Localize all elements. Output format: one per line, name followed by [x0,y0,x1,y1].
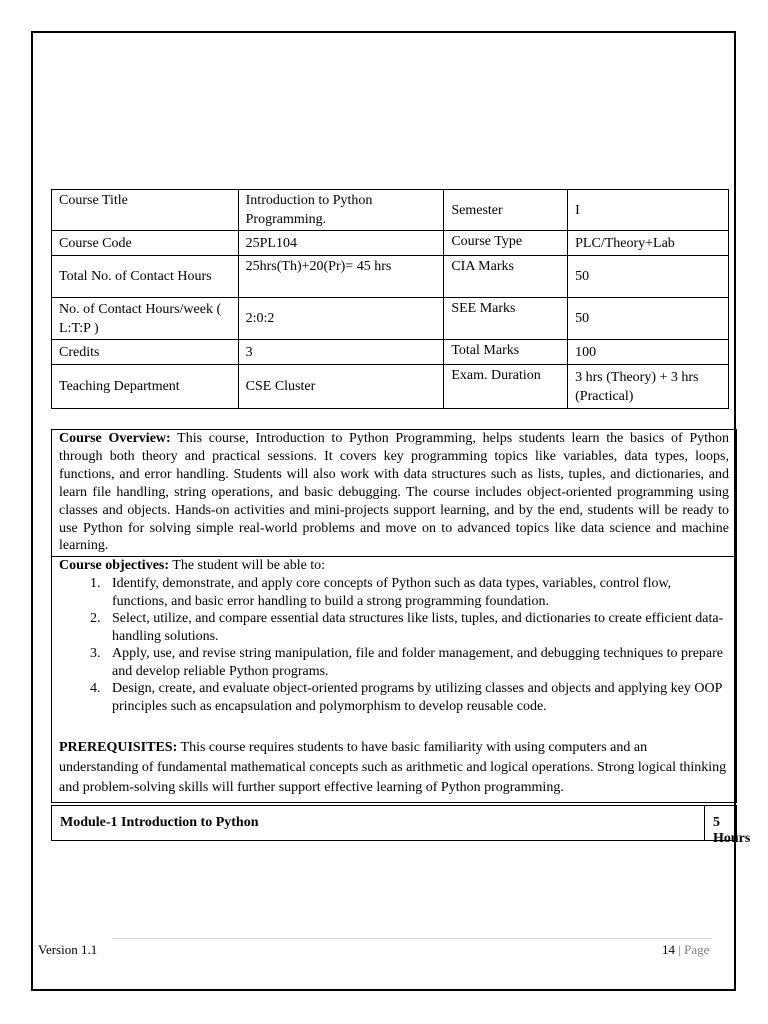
module-hours: 5 Hours [713,815,751,846]
module-header [51,805,751,846]
total-marks-label: Total Marks [444,340,568,365]
page-word: Page [684,942,710,957]
prerequisites [51,730,737,803]
contact-hours-value: 25hrs(Th)+20(Pr)= 45 hrs [238,256,444,298]
credits-label: Credits [52,340,239,365]
exam-duration-value: 3 hrs (Theory) + 3 hrs (Practical) [568,365,729,409]
list-item: 4. Design, create, and evaluate object-oriented programs by utilizing classes and objects and applying key OOP principles such as encapsulation and polymorphism to develop reusable code. [104,680,729,715]
hours-per-week-label: No. of Contact Hours/week ( L:T:P ) [52,298,239,340]
contact-hours-label: Total No. of Contact Hours [52,256,239,298]
course-overview [51,429,737,557]
course-objectives [51,556,737,730]
prerequisites-heading: PREREQUISITES: [59,740,178,755]
objectives-list [59,575,729,716]
module-title: Module-1 Introduction to Python [60,815,259,830]
hours-per-week-value: 2:0:2 [238,298,444,340]
table-row [52,365,729,409]
cia-marks-label: CIA Marks [444,256,568,298]
total-marks-value: 100 [568,340,729,365]
course-title-value: Introduction to Python Programming. [238,190,444,231]
course-info-table [51,189,729,409]
list-item: 3. Apply, use, and revise string manipulation, file and folder management, and debugging techniques to prepare and develop reliable Python programs. [104,645,729,680]
overview-heading: Course Overview: [59,431,171,446]
page-separator: | [675,942,685,957]
cia-marks-value: 50 [568,256,729,298]
semester-value: I [568,190,729,231]
objectives-heading: Course objectives: [59,558,170,573]
teaching-dept-value: CSE Cluster [238,365,444,409]
table-row [52,340,729,365]
table-row [52,256,729,298]
table-row [52,190,729,231]
see-marks-label: SEE Marks [444,298,568,340]
exam-duration-label: Exam. Duration [444,365,568,409]
course-title-label: Course Title [52,190,239,231]
credits-value: 3 [238,340,444,365]
course-code-value: 25PL104 [238,231,444,256]
module-divider [704,806,705,840]
overview-text: This course, Introduction to Python Programming, helps students learn the basics of Python through both theory and practical sessions. It covers key programming topics like variables, data types, loops, functions, and error handling. Students will also work with data structures such as lists, tuples, and dictionaries, and learn file handling, string operations, and basic debugging. The course includes object-oriented programming using classes and objects. Hands-on activities and mini-projects support learning, and by the end, students will be ready to use Python for solving simple real-world problems and move on to advanced topics like data science and machine learning. [59,431,729,554]
footer-page [662,942,709,958]
list-item: 1. Identify, demonstrate, and apply core concepts of Python such as data types, variables, control flow, functions, and basic error handling to build a strong programming foundation. [104,575,729,610]
page-number: 14 [662,942,675,957]
list-item: 2. Select, utilize, and compare essential data structures like lists, tuples, and dictionaries to create efficient data-handling solutions. [104,610,729,645]
footer-version: Version 1.1 [38,942,98,957]
course-type-value: PLC/Theory+Lab [568,231,729,256]
objectives-intro: The student will be able to: [169,558,326,573]
course-code-label: Course Code [52,231,239,256]
objectives-header [59,557,729,575]
semester-label: Semester [444,190,568,231]
table-row [52,298,729,340]
course-type-label: Course Type [444,231,568,256]
footer-divider [112,938,712,939]
prerequisites-text: This course requires students to have basic familiarity with using computers and an understanding of fundamental mathematical concepts such as arithmetic and logical operations. Strong logical thinking and problem-solving skills will further support effective learning of Python programming. [59,740,727,795]
see-marks-value: 50 [568,298,729,340]
table-row [52,231,729,256]
teaching-dept-label: Teaching Department [52,365,239,409]
